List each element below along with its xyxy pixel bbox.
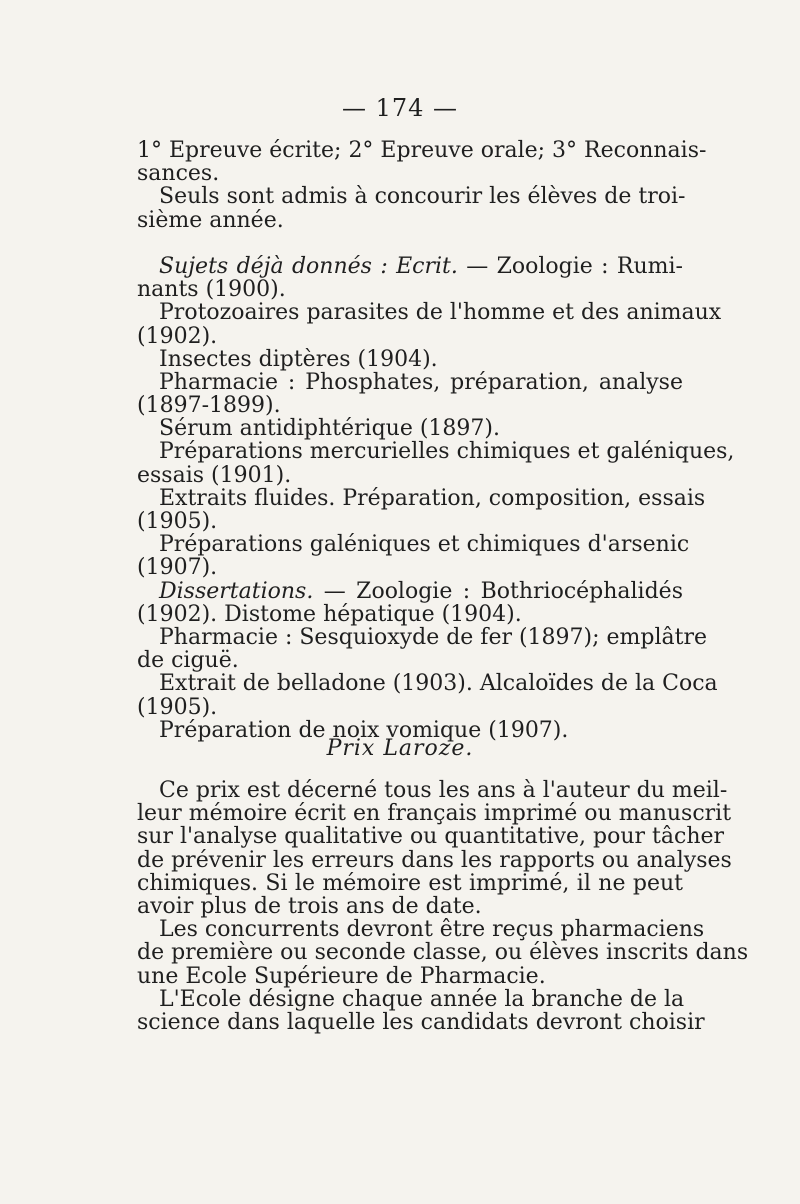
text-line: Extraits fluides. Préparation, composition, essais	[159, 485, 706, 511]
text-line: (1902). Distome hépatique (1904).	[137, 601, 522, 627]
text-line	[137, 255, 683, 278]
italic-label: Dissertations.	[159, 578, 314, 604]
text-line: leur mémoire écrit en français imprimé ou manuscrit	[137, 801, 732, 827]
text-line: sur l'analyse qualitative ou quantitative, pour tâcher	[137, 824, 725, 850]
text-line: science dans laquelle les candidats devront choisir	[137, 1009, 705, 1035]
text-line: nants (1900).	[137, 277, 286, 303]
text-line: Préparations galéniques et chimiques d'arsenic	[159, 532, 690, 558]
line-text: — Zoologie : Bothriocéphalidés	[313, 578, 683, 604]
text-line: une Ecole Supérieure de Pharmacie.	[137, 963, 546, 989]
text-line: sième année.	[137, 207, 284, 233]
text-line: (1902).	[137, 323, 218, 349]
text-line: L'Ecole désigne chaque année la branche de la	[159, 986, 685, 1012]
text-line: Insectes diptères (1904).	[159, 346, 438, 372]
line-text: — Zoologie : Rumi-	[457, 253, 683, 279]
text-line: Ce prix est décerné tous les ans à l'auteur du meil-	[159, 778, 728, 803]
text-line: Pharmacie : Phosphates, préparation, analyse	[159, 369, 683, 395]
prix-laroze-block	[137, 778, 749, 1035]
text-line: (1905).	[137, 694, 218, 720]
page-number: — 174 —	[341, 94, 459, 122]
section-heading: Prix Laroze.	[326, 736, 474, 761]
text-line: essais (1901).	[137, 462, 292, 488]
text-line: Préparations mercurielles chimiques et galéniques,	[159, 439, 735, 465]
text-line: de première ou seconde classe, ou élèves inscrits dans	[137, 940, 749, 966]
text-line: de prévenir les erreurs dans les rapports ou analyses	[137, 847, 732, 873]
text-line: chimiques. Si le mémoire est imprimé, il ne peut	[137, 870, 683, 896]
text-line: 1° Epreuve écrite; 2° Epreuve orale; 3° Reconnais-	[137, 138, 707, 163]
text-line: Préparation de noix vomique (1907).	[159, 717, 569, 743]
text-line: Les concurrents devront être reçus pharmaciens	[159, 917, 705, 943]
text-line: sances.	[137, 161, 220, 187]
text-line: Sérum antidiphtérique (1897).	[159, 416, 500, 442]
text-line	[137, 232, 683, 255]
text-line: Extrait de belladone (1903). Alcaloïdes de la Coca	[159, 671, 718, 697]
text-line	[137, 580, 683, 603]
text-line: (1907).	[137, 555, 218, 581]
text-line: Seuls sont admis à concourir les élèves de troi-	[159, 184, 686, 210]
text-line: de ciguë.	[137, 648, 239, 674]
text-line: (1905).	[137, 509, 218, 534]
text-line: Pharmacie : Sesquioxyde de fer (1897); emplâtre	[159, 624, 708, 650]
text-line: avoir plus de trois ans de date.	[137, 893, 482, 919]
italic-label: Sujets déjà donnés : Ecrit.	[159, 253, 458, 279]
text-line: Protozoaires parasites de l'homme et des animaux	[159, 300, 722, 326]
exam-subjects-block	[137, 138, 735, 743]
text-line: (1897-1899).	[137, 393, 281, 419]
